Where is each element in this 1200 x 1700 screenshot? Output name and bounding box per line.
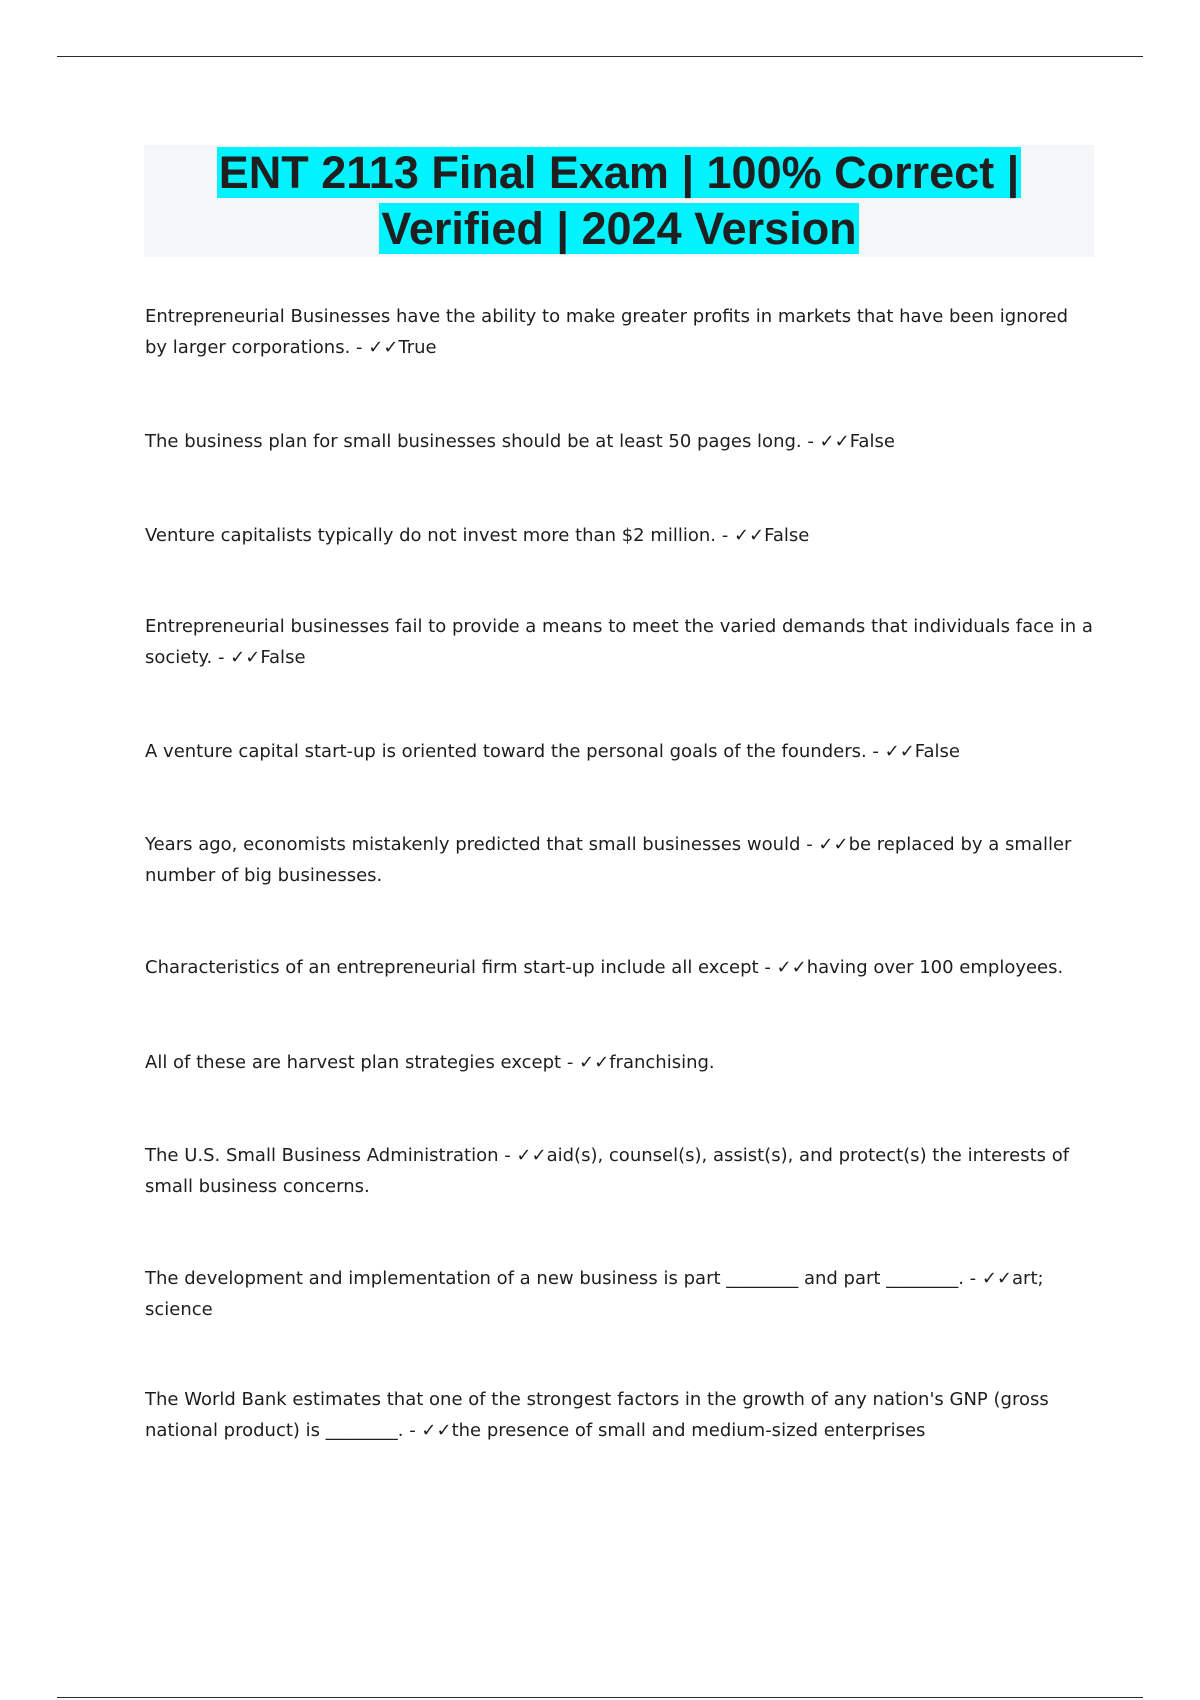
- qa-item-7: Characteristics of an entrepreneurial firm start-up include all except - ✓✓having over 100 employees.: [145, 957, 1064, 978]
- top-rule: [57, 56, 1143, 57]
- qa-item-2: The business plan for small businesses should be at least 50 pages long. - ✓✓False: [145, 431, 895, 452]
- qa-item-11: The World Bank estimates that one of the strongest factors in the growth of any nation's GNP (gross national product) is ________. - ✓✓the presence of small and medium-sized enterprises: [145, 1389, 1049, 1441]
- bottom-rule: [57, 1697, 1143, 1698]
- qa-item-1: Entrepreneurial Businesses have the ability to make greater profits in markets that have been ignored by larger corporations. - ✓✓True: [145, 306, 1069, 358]
- qa-item-9: The U.S. Small Business Administration - ✓✓aid(s), counsel(s), assist(s), and protect(s) the interests of small business concerns.: [145, 1145, 1070, 1197]
- qa-item-3: Venture capitalists typically do not invest more than $2 million. - ✓✓False: [145, 525, 810, 546]
- title-highlight: ENT 2113 Final Exam | 100% Correct | Verified | 2024 Version: [218, 147, 1020, 254]
- qa-item-5: A venture capital start-up is oriented toward the personal goals of the founders. - ✓✓False: [145, 741, 960, 762]
- qa-item-8: All of these are harvest plan strategies except - ✓✓franchising.: [145, 1052, 715, 1073]
- qa-item-4: Entrepreneurial businesses fail to provide a means to meet the varied demands that individuals face in a society. - ✓✓False: [145, 616, 1093, 668]
- title-panel: [144, 145, 1094, 257]
- document-title: [144, 145, 1094, 257]
- qa-item-6: Years ago, economists mistakenly predicted that small businesses would - ✓✓be replaced by a smaller number of big businesses.: [145, 834, 1072, 886]
- qa-item-10: The development and implementation of a new business is part ________ and part ________. - ✓✓art; science: [145, 1268, 1044, 1320]
